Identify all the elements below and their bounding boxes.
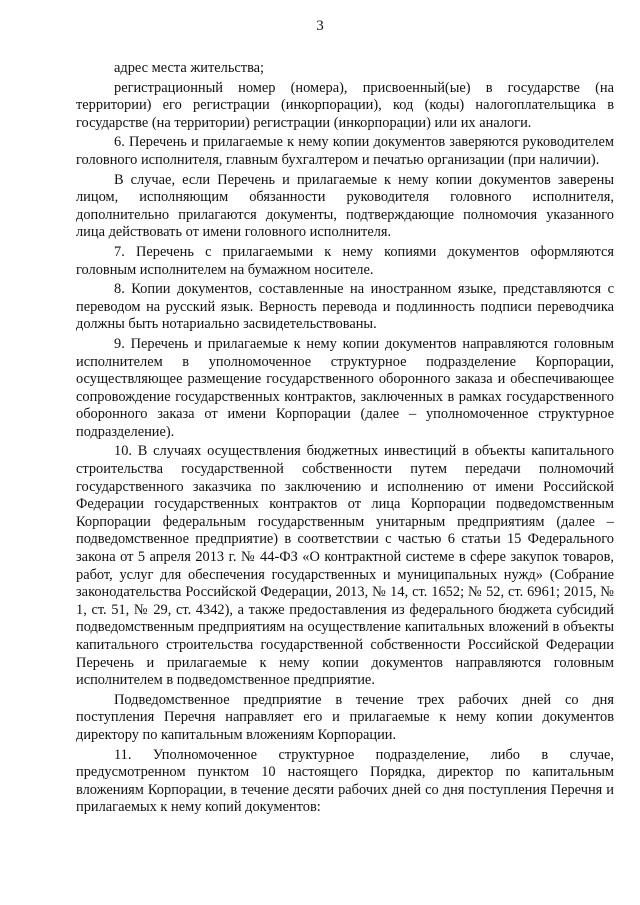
paragraph-item-6-case: В случае, если Перечень и прилагаемые к нему копии документов заверены лицом, исполняющим обязанности руководителя головного исполнителя, дополнительно прилагаются документы, подтверждающие полномочия указанного лица действовать от имени головного исполнителя. <box>76 171 614 241</box>
paragraph-address: адрес места жительства; <box>114 60 265 76</box>
paragraph-item-11: 11. Уполномоченное структурное подразделение, либо в случае, предусмотренном пунктом 10 настоящего Порядка, директор по капитальным вложениям Корпорации, в течение десяти рабочих дней со дня поступления Перечня и прилагаемых к нему копий документов: <box>76 746 614 816</box>
paragraph-item-6: 6. Перечень и прилагаемые к нему копии документов заверяются руководителем головного исполнителя, главным бухгалтером и печатью организации (при наличии). <box>76 134 614 168</box>
paragraph-item-8: 8. Копии документов, составленные на иностранном языке, представляются с переводом на русский язык. Верность перевода и подлинность подписи переводчика должны быть нотариально засвидетельствованы. <box>76 281 614 333</box>
paragraph-item-10-subordinate: Подведомственное предприятие в течение трех рабочих дней со дня поступления Перечня направляет его и прилагаемые к нему копии документов директору по капитальным вложениям Корпорации. <box>76 691 614 743</box>
paragraph-item-7: 7. Перечень с прилагаемыми к нему копиями документов оформляются головным исполнителем на бумажном носителе. <box>76 243 614 278</box>
document-body <box>76 60 614 817</box>
paragraph-item-10: 10. В случаях осуществления бюджетных инвестиций в объекты капитального строительства государственной собственности путем передачи полномочий государственного заказчика по заключению и исполнению от имени Российской Федерации государственных контрактов от лица Корпорации подведомственным Корпорации федеральным государственным унитарным предприятиям (далее – подведомственное предприятие) в соответствии с частью 6 статьи 15 Федерального закона от 5 апреля 2013 г. № 44-ФЗ «О контрактной системе в сфере закупок товаров, работ, услуг для обеспечения государственных и муниципальных нужд» (Собрание законодательства Российской Федерации, 2013, № 14, ст. 1652; № 52, ст. 6961; 2015, № 1, ст. 51, № 29, ст. 4342), а также предоставления из федерального бюджета субсидий подведомственным предприятиям на осуществление капитальных вложений в объекты капитального строительства государственной собственности Российской Федерации Перечень и прилагаемые к нему копии документов направляются головным исполнителем в подведомственное предприятие. <box>76 443 614 689</box>
paragraph-item-9: 9. Перечень и прилагаемые к нему копии документов направляются головным исполнителем в уполномоченное структурное подразделение Корпорации, осуществляющее размещение государственного оборонного заказа и обеспечивающее сопровождение государственных контрактов, заключенных в рамках государственного оборонного заказа от имени Корпорации (далее – уполномоченное структурное подразделение). <box>76 335 614 440</box>
paragraph-registration-number: регистрационный номер (номера), присвоенный(ые) в государстве (на территории) его регистрации (инкорпорации), код (коды) налогоплательщика в государстве (на территории) регистрации (инкорпорации) или их аналоги. <box>76 79 614 131</box>
page-number: 3 <box>316 18 324 34</box>
